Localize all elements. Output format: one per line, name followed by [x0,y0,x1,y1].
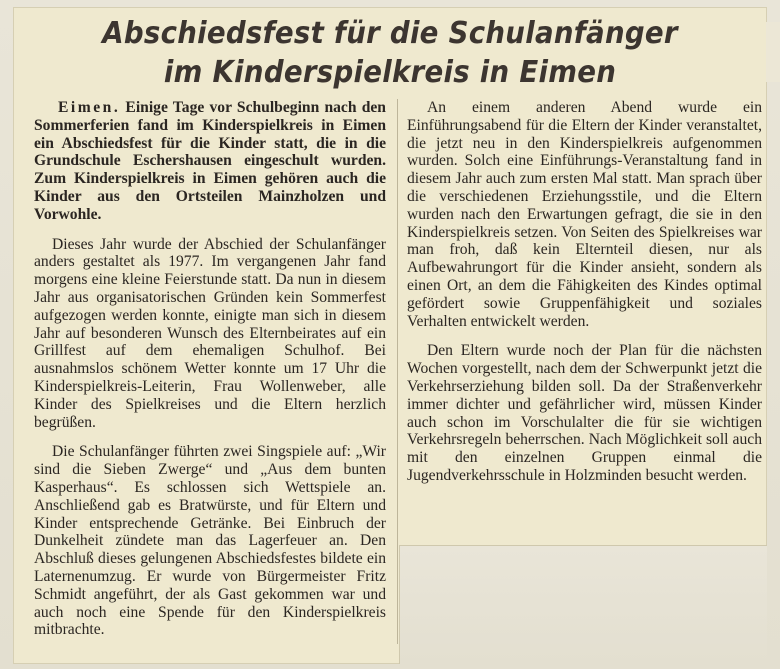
body-paragraph: Dieses Jahr wurde der Abschied der Schulanfänger anders gestaltet als 1977. Im vergangenen Jahr fand morgens eine kleine Feierstunde statt. Da nun in diesem Jahr aus organisatorischen Gründen kein Sommerfest aufgezogen werden konnte, einigte man sich in diesem Jahr auf besonderen Wunsch des Elternbeirates auf ein Grillfest auf dem ehemaligen Schulhof. Bei ausnahmslos schönem Wetter konnte um 17 Uhr die Kinderspielkreis-Leiterin, Frau Wollenweber, alle Kinder des Spielkreises und die Eltern herzlich begrüßen. [34,235,386,431]
clipping-cut-corner [399,545,767,664]
article-headline [44,14,736,92]
lead-paragraph [34,99,386,224]
column-divider [397,99,398,644]
body-paragraph: Die Schulanfänger führten zwei Singspiele auf: „Wir sind die Sieben Zwerge“ und „Aus dem bunten Kasperhaus“. Es schlossen sich Wettspiele an. Anschließend gab es Bratwürste, und für Eltern und Kinder entsprechende Getränke. Bei Einbruch der Dunkelheit zündete man das Lagerfeuer an. Den Abschluß dieses gelungenen Abschiedsfestes bildete ein Laternenumzug. Er wurde von Bürgermeister Fritz Schmidt angeführt, der als Gast gekommen war und auch noch eine Spende für den Kinderspielkreis mitbrachte. [34,443,386,639]
article-column-right [407,99,762,497]
edge-bleed [766,22,780,82]
headline-line-2: im Kinderspielkreis in Eimen [163,55,617,90]
body-paragraph: Den Eltern wurde noch der Plan für die nächsten Wochen vorgestellt, nach dem der Schwerpunkt jetzt die Verkehrserziehung bilden soll. Da der Straßenverkehr immer dichter und gefährlicher wird, müssen Kinder auch schon im Vorschulalter die für sie wichtigen Verkehrsregeln beherrschen. Nach Möglichkeit soll auch mit den einzelnen Gruppen einmal die Jugendverkehrsschule in Holzminden besucht werden. [407,342,762,484]
lead-body: Einige Tage vor Schulbeginn nach den Sommerferien fand im Kinderspielkreis in Eimen ein Abschiedsfest für die Kinder statt, die in die Grundschule Eschershausen eingeschult wurden. Zum Kinderspielkreis in Eimen gehören auch die Kinder aus den Ortsteilen Mainzholzen und Vorwohle. [34,99,386,223]
article-column-left [34,99,386,651]
dateline: Eimen. [58,99,121,116]
body-paragraph: An einem anderen Abend wurde ein Einführungsabend für die Eltern der Kinder veranstaltet, die jetzt neu in den Kinderspielkreis aufgenommen wurden. Solch eine Einführungs-Veranstaltung fand in diesem Jahr auch zum ersten Mal statt. Man sprach über die verschiedenen Erziehungsstile, und die Eltern wurden nach den Erwartungen gefragt, die sie in den Kinderspielkreis setzen. Von Seiten des Spielkreises war man froh, daß kein Elternteil diesen, nur als Aufbewahrungort für die Kinder ansieht, sondern als einen Ort, an dem die Fähigkeiten des Kindes optimal gefördert sowie Gruppenfähigkeit und soziales Verhalten entwickelt werden. [407,99,762,330]
headline-line-1: Abschiedsfest für die Schulanfänger [102,16,678,51]
